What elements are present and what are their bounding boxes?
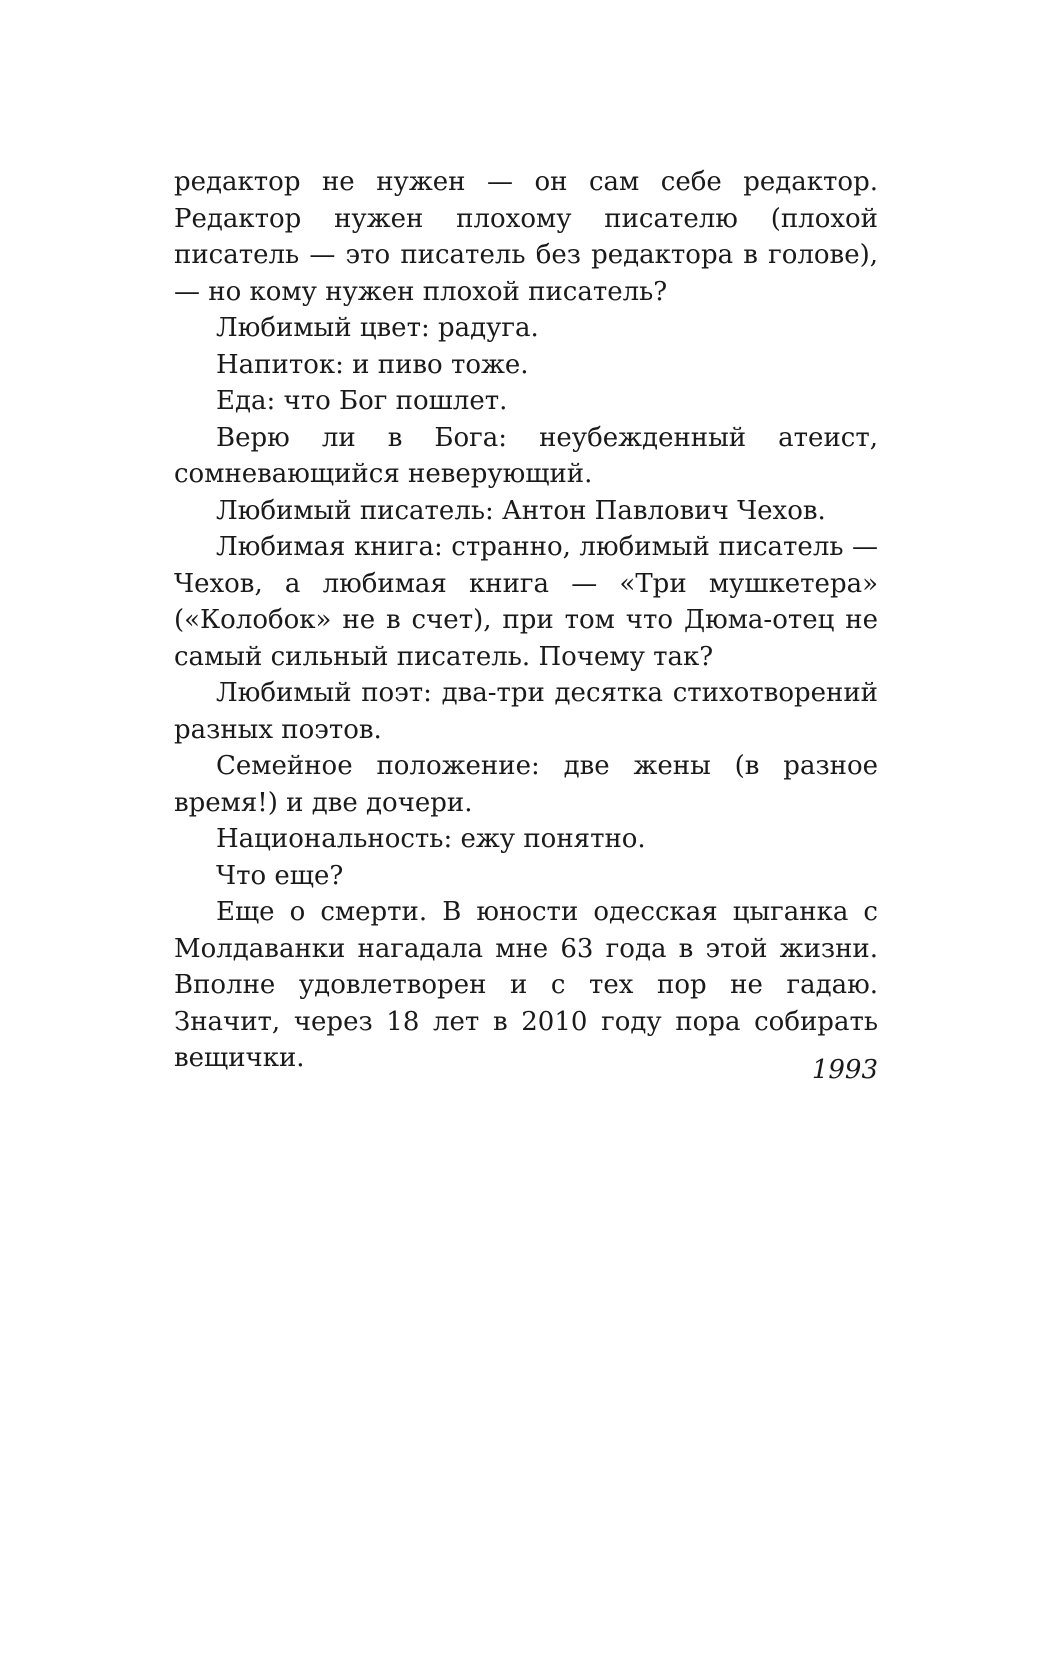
paragraph-continued: редактор не нужен — он сам себе редактор. Редактор нужен плохому писателю (плохой писатель — это писатель без редактора в голове), — но кому нужен плохой писатель? (174, 167, 878, 307)
paragraph-what-else: Что еще? (216, 860, 344, 891)
paragraph-food: Еда: что Бог пошлет. (216, 386, 508, 416)
paragraph-favorite-book: Любимая книга: странно, любимый писатель — Чехов, а любимая книга — «Три мушкетера» («Колобок» не в счет), при том что Дюма-отец не самый сильный писатель. Почему так? (174, 532, 878, 672)
paragraph-favorite-poet: Любимый поэт: два-три десятка стихотворений разных поэтов. (174, 678, 878, 745)
paragraph-nationality: Национальность: ежу понятно. (216, 824, 646, 854)
paragraph-favorite-writer: Любимый писатель: Антон Павлович Чехов. (216, 495, 826, 526)
paragraph-belief: Верю ли в Бога: неубежденный атеист, сомневающийся неверующий. (174, 422, 878, 489)
paragraph-favorite-color: Любимый цвет: радуга. (216, 313, 539, 343)
paragraph-death: Еще о смерти. В юности одесская цыганка с Молдаванки нагадала мне 63 года в этой жизни. Вполне удовлетворен и с тех пор не гадаю. Значит, через 18 лет в 2010 году пора собирать вещички. (174, 897, 878, 1073)
paragraph-family-status: Семейное положение: две жены (в разное время!) и две дочери. (174, 751, 878, 818)
date-signature: 1993 (811, 1055, 878, 1085)
paragraph-drink: Напиток: и пиво тоже. (216, 349, 529, 380)
body-text (174, 164, 878, 1077)
